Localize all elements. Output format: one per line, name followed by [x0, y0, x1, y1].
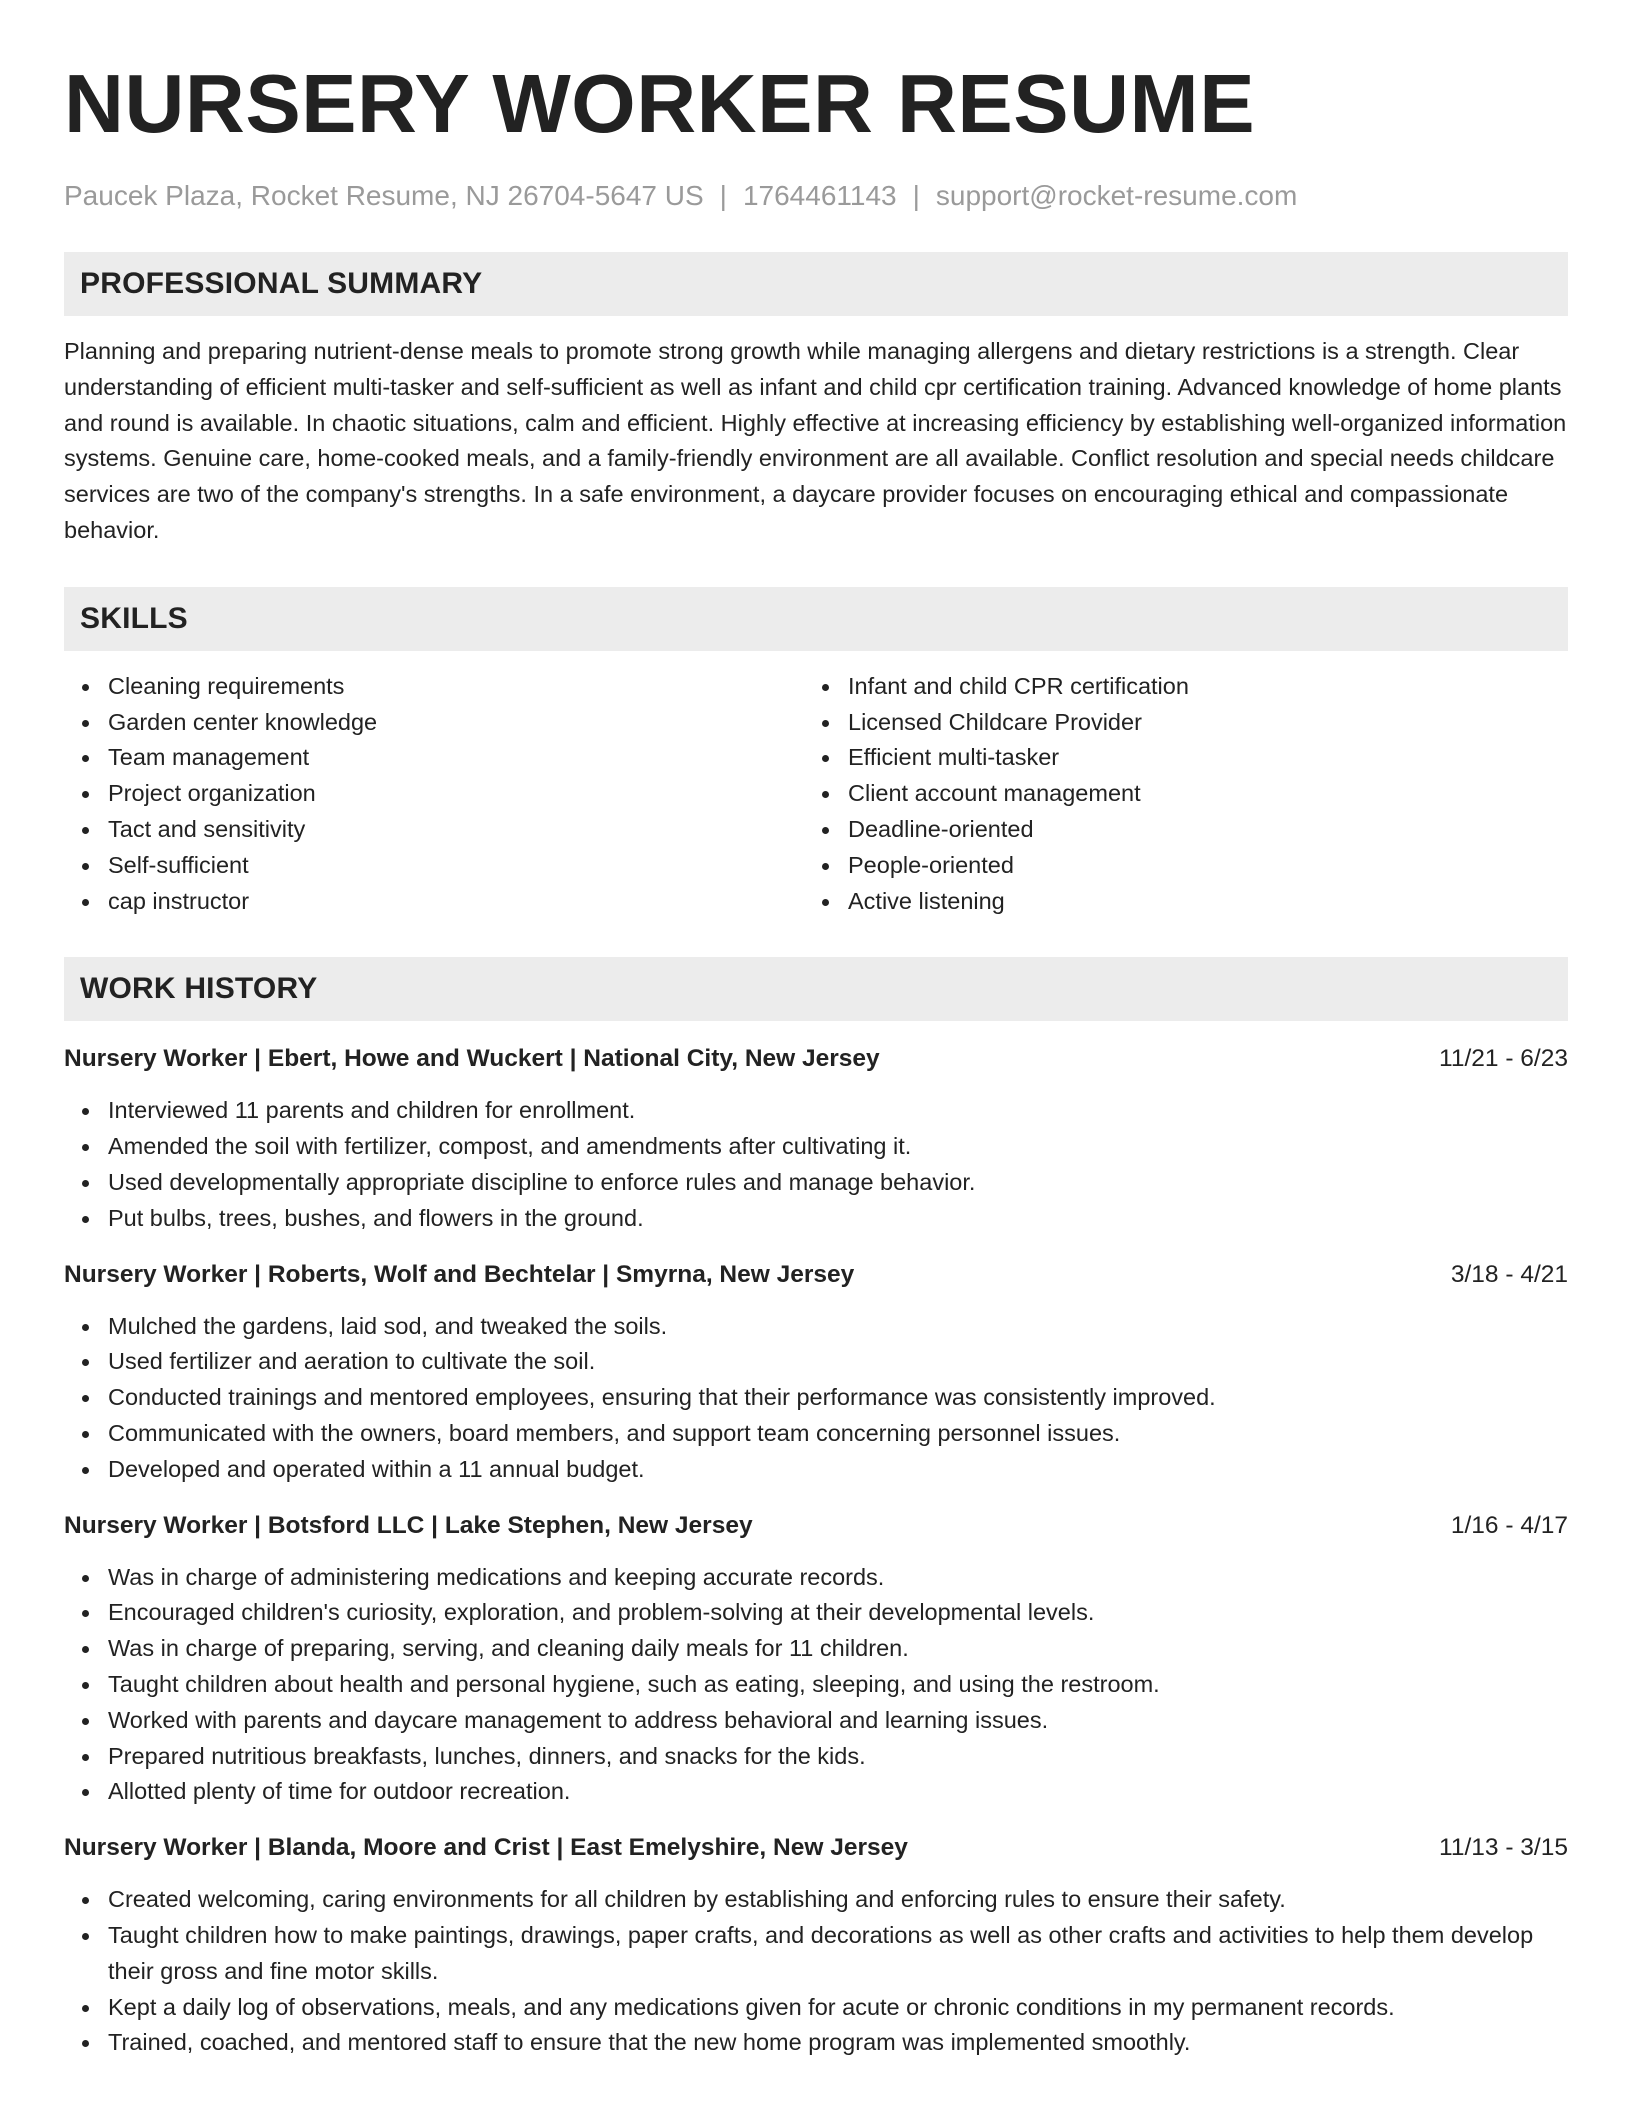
job-duty: Prepared nutritious breakfasts, lunches, dinners, and snacks for the kids. [108, 1739, 1568, 1775]
skill-item: People-oriented [848, 848, 1544, 884]
job-title: Nursery Worker | Blanda, Moore and Crist | East Emelyshire, New Jersey [64, 1834, 908, 1862]
skill-item: Licensed Childcare Provider [848, 705, 1544, 741]
job-duty: Communicated with the owners, board members, and support team concerning personnel issues. [108, 1416, 1568, 1452]
contact-separator: | [719, 180, 727, 211]
job-duty: Amended the soil with fertilizer, compost, and amendments after cultivating it. [108, 1129, 1568, 1165]
job-duty: Encouraged children's curiosity, exploration, and problem-solving at their developmental levels. [108, 1595, 1568, 1631]
skill-item: Garden center knowledge [108, 705, 804, 741]
skill-item: Team management [108, 740, 804, 776]
job-duty: Trained, coached, and mentored staff to ensure that the new home program was implemented smoothly. [108, 2025, 1568, 2061]
skill-item: Efficient multi-tasker [848, 740, 1544, 776]
work-history-list [64, 1041, 1568, 2061]
job-dates: 11/13 - 3/15 [1439, 1834, 1568, 1862]
job-entry [64, 1257, 1568, 1488]
job-duties [64, 1309, 1568, 1488]
job-duties [64, 1560, 1568, 1811]
job-duty: Used fertilizer and aeration to cultivate the soil. [108, 1344, 1568, 1380]
job-dates: 11/21 - 6/23 [1439, 1045, 1568, 1073]
section-title-skills: SKILLS [80, 601, 188, 635]
contact-separator: | [912, 180, 920, 211]
job-duty: Worked with parents and daycare management to address behavioral and learning issues. [108, 1703, 1568, 1739]
job-header [64, 1508, 1568, 1544]
skill-item: Tact and sensitivity [108, 812, 804, 848]
section-title-summary: PROFESSIONAL SUMMARY [80, 267, 483, 300]
contact-line [64, 178, 1568, 214]
skills-column-right [804, 669, 1544, 920]
job-title: Nursery Worker | Ebert, Howe and Wuckert | National City, New Jersey [64, 1045, 880, 1073]
job-entry [64, 1041, 1568, 1236]
section-header-summary [64, 252, 1568, 316]
job-duty: Was in charge of administering medications and keeping accurate records. [108, 1560, 1568, 1596]
job-dates: 1/16 - 4/17 [1450, 1511, 1568, 1539]
job-duty: Created welcoming, caring environments for all children by establishing and enforcing rules to ensure their safety. [108, 1882, 1568, 1918]
job-duty: Kept a daily log of observations, meals, and any medications given for acute or chronic conditions in my permanent records. [108, 1990, 1568, 2026]
skill-item: Active listening [848, 884, 1544, 920]
skill-item: Cleaning requirements [108, 669, 804, 705]
job-duty: Interviewed 11 parents and children for enrollment. [108, 1093, 1568, 1129]
job-dates: 3/18 - 4/21 [1450, 1260, 1568, 1288]
job-duty: Put bulbs, trees, bushes, and flowers in the ground. [108, 1201, 1568, 1237]
skill-item: Client account management [848, 776, 1544, 812]
summary-text: Planning and preparing nutrient-dense meals to promote strong growth while managing allergens and dietary restrictions is a strength. Clear understanding of efficient multi-tasker and self-sufficient as well as infant and child cpr certification training. Advanced knowledge of home plants and round is available. In chaotic situations, calm and efficient. Highly effective at increasing efficiency by establishing well-organized information systems. Genuine care, home-cooked meals, and a family-friendly environment are all available. Conflict resolution and special needs childcare services are two of the company's strengths. In a safe environment, a daycare provider focuses on encouraging ethical and compassionate behavior. [64, 338, 1567, 543]
job-entry [64, 1508, 1568, 1811]
section-header-skills [64, 587, 1568, 651]
job-duty: Mulched the gardens, laid sod, and tweaked the soils. [108, 1309, 1568, 1345]
skill-item: cap instructor [108, 884, 804, 920]
skill-item: Infant and child CPR certification [848, 669, 1544, 705]
job-duties [64, 1882, 1568, 2061]
job-title: Nursery Worker | Botsford LLC | Lake Stephen, New Jersey [64, 1511, 753, 1539]
job-title: Nursery Worker | Roberts, Wolf and Bechtelar | Smyrna, New Jersey [64, 1260, 855, 1288]
skills-column-left [64, 669, 804, 920]
skills-list [64, 669, 1568, 920]
job-duty: Used developmentally appropriate discipline to enforce rules and manage behavior. [108, 1165, 1568, 1201]
job-duty: Taught children how to make paintings, drawings, paper crafts, and decorations as well as other crafts and activities to help them develop their gross and fine motor skills. [108, 1918, 1568, 1990]
section-title-work-history: WORK HISTORY [80, 972, 318, 1006]
skill-item: Deadline-oriented [848, 812, 1544, 848]
job-duty: Was in charge of preparing, serving, and cleaning daily meals for 11 children. [108, 1631, 1568, 1667]
job-duty: Taught children about health and personal hygiene, such as eating, sleeping, and using the restroom. [108, 1667, 1568, 1703]
skill-item: Project organization [108, 776, 804, 812]
job-duty: Developed and operated within a 11 annual budget. [108, 1452, 1568, 1488]
job-header [64, 1830, 1568, 1866]
contact-phone: 1764461143 [742, 180, 897, 211]
job-header [64, 1041, 1568, 1077]
job-duties [64, 1093, 1568, 1236]
skill-item: Self-sufficient [108, 848, 804, 884]
contact-address: Paucek Plaza, Rocket Resume, NJ 26704-5647 US [64, 180, 704, 211]
section-header-work-history [64, 957, 1568, 1021]
resume-title: NURSERY WORKER RESUME [64, 57, 1256, 150]
job-header [64, 1257, 1568, 1293]
job-entry [64, 1830, 1568, 2061]
job-duty: Conducted trainings and mentored employees, ensuring that their performance was consistently improved. [108, 1380, 1568, 1416]
contact-email: support@rocket-resume.com [935, 180, 1298, 211]
job-duty: Allotted plenty of time for outdoor recreation. [108, 1774, 1568, 1810]
